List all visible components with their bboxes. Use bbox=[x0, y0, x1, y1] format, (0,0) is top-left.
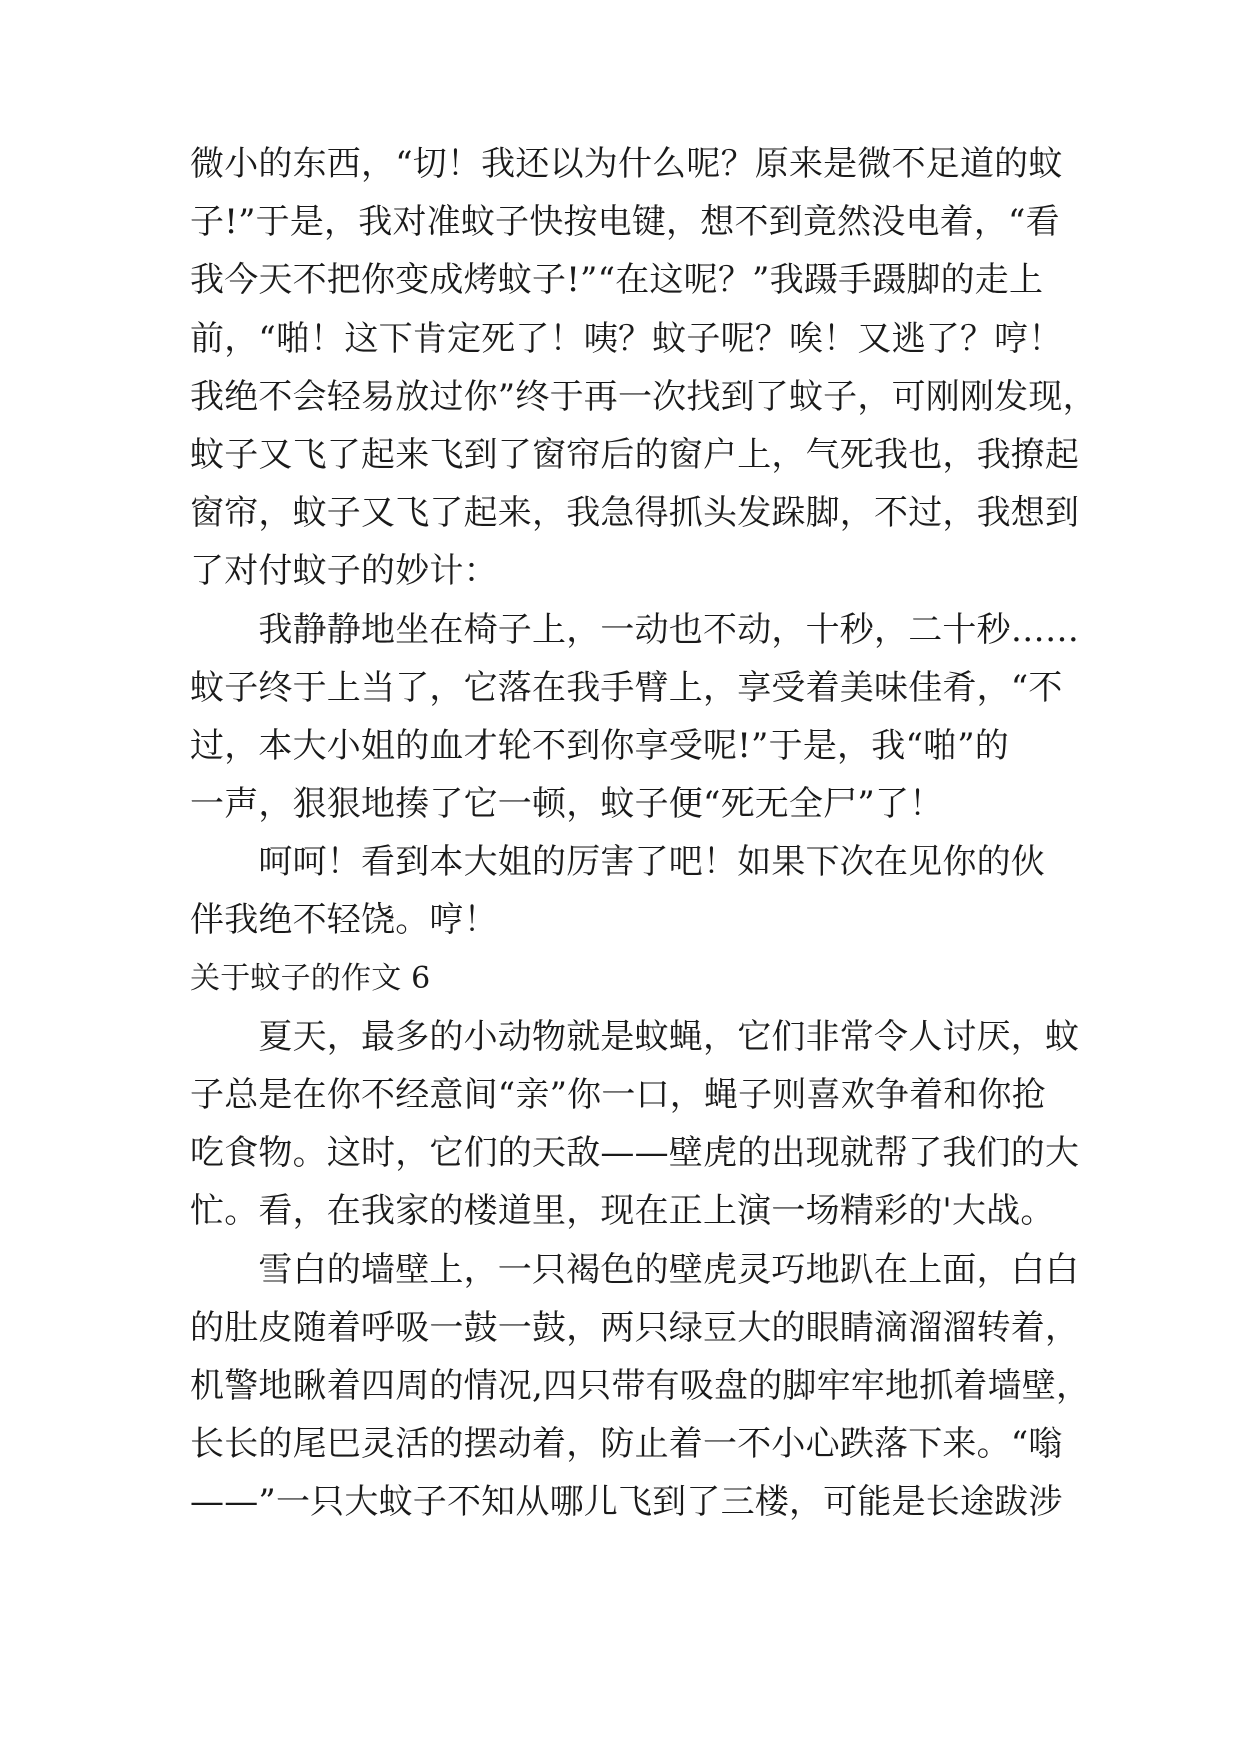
text-line: 过，本大小姐的血才轮不到你享受呢!”于是，我“啪”的 bbox=[190, 725, 1010, 766]
text-line: 子总是在你不经意间“亲”你一口，蝇子则喜欢争着和你抢 bbox=[190, 1075, 1046, 1115]
text-line: 前，“啪！这下肯定死了！咦？蚊子呢？唉！又逃了？哼！ bbox=[190, 318, 1063, 359]
text-line: 一声，狠狠地揍了它一顿，蚊子便“死无全尸”了！ bbox=[190, 784, 944, 825]
text-line: 机警地瞅着四周的情况,四只带有吸盘的脚牢牢地抓着墙壁， bbox=[190, 1365, 1091, 1406]
text-line: 吃食物。这时，它们的天敌——壁虎的出现就帮了我们的大 bbox=[190, 1133, 1080, 1174]
text-line: 了对付蚊子的妙计： bbox=[190, 551, 498, 592]
text-line: 伴我绝不轻饶。哼！ bbox=[190, 900, 498, 941]
text-line: 我静静地坐在椅子上，一动也不动，十秒，二十秒…… bbox=[190, 609, 1080, 650]
text-line: ——”一只大蚊子不知从哪儿飞到了三楼，可能是长途跋涉 bbox=[190, 1482, 1063, 1523]
text-line: 微小的东西，“切！我还以为什么呢？原来是微不足道的蚊 bbox=[190, 144, 1063, 184]
text-line: 蚊子终于上当了，它落在我手臂上，享受着美味佳肴，“不 bbox=[190, 667, 1063, 708]
text-line: 雪白的墙壁上，一只褐色的壁虎灵巧地趴在上面，白白 bbox=[190, 1249, 1080, 1290]
text-line: 忙。看，在我家的楼道里，现在正上演一场精彩的'大战。 bbox=[190, 1191, 1055, 1232]
text-line: 子!”于是，我对准蚊子快按电键，想不到竟然没电着，“看 bbox=[190, 202, 1060, 243]
text-line: 的肚皮随着呼吸一鼓一鼓，两只绿豆大的眼睛滴溜溜转着， bbox=[190, 1307, 1080, 1348]
section-heading: 关于蚊子的作文 6 bbox=[190, 960, 431, 996]
text-line: 长长的尾巴灵活的摆动着，防止着一不小心跌落下来。“嗡 bbox=[190, 1424, 1063, 1465]
text-line: 我绝不会轻易放过你”终于再一次找到了蚊子，可刚刚发现， bbox=[190, 376, 1097, 417]
text-line: 夏天，最多的小动物就是蚊蝇，它们非常令人讨厌，蚊 bbox=[190, 1016, 1080, 1057]
document-page bbox=[190, 135, 1097, 1532]
text-line: 我今天不把你变成烤蚊子!”“在这呢？”我蹑手蹑脚的走上 bbox=[190, 260, 1044, 301]
text-line: 窗帘，蚊子又飞了起来，我急得抓头发跺脚，不过，我想到 bbox=[190, 493, 1080, 534]
text-line: 呵呵！看到本大姐的厉害了吧！如果下次在见你的伙 bbox=[190, 842, 1045, 883]
text-line: 蚊子又飞了起来飞到了窗帘后的窗户上，气死我也，我撩起 bbox=[190, 434, 1080, 475]
